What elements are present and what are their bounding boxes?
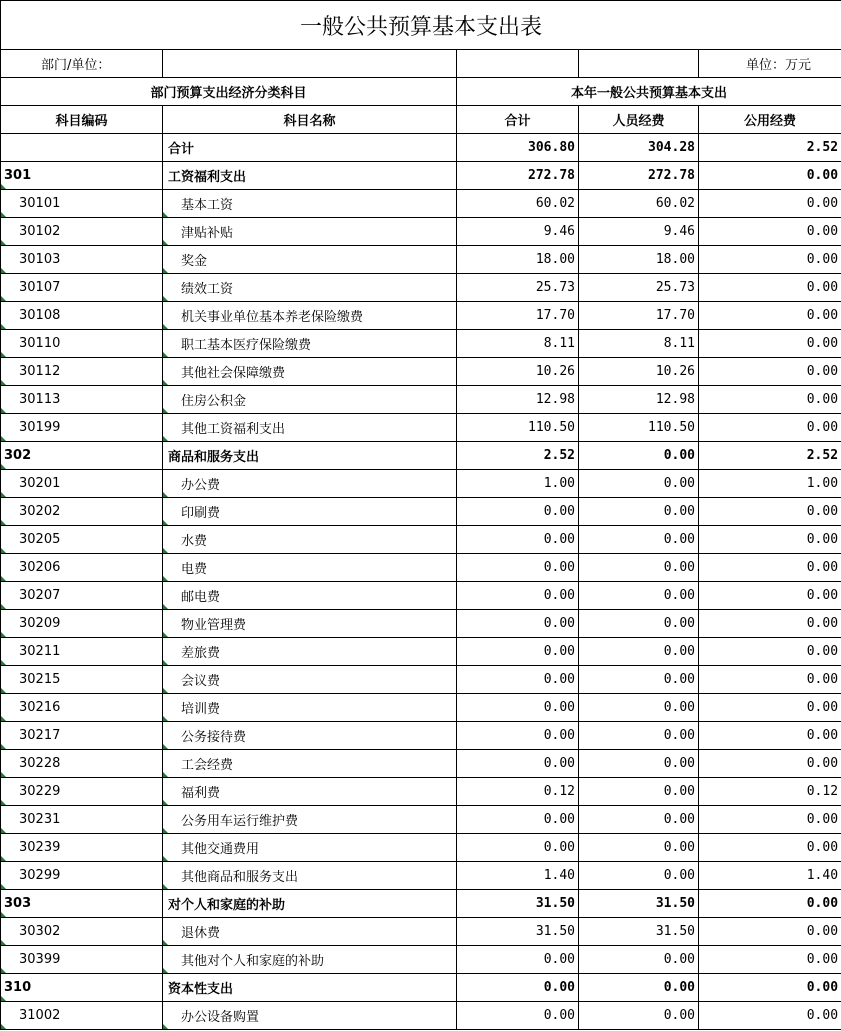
row-personnel-cell[interactable]: 0.00 [579, 526, 699, 554]
row-public-cell[interactable]: 0.00 [699, 890, 841, 918]
cell-marker-icon [163, 296, 168, 301]
cell-marker-icon [1, 968, 6, 973]
cell-marker-icon [163, 940, 168, 945]
row-personnel-cell[interactable]: 0.00 [579, 778, 699, 806]
table-row [1, 946, 841, 974]
row-name-cell[interactable]: 资本性支出 [163, 974, 457, 1002]
cell-marker-icon [163, 632, 168, 637]
row-code-cell[interactable]: 30229 [1, 778, 163, 806]
row-total-cell[interactable]: 31.50 [457, 918, 579, 946]
cell-marker-icon [163, 492, 168, 497]
cell-marker-icon [163, 800, 168, 805]
cell-marker-icon [1, 856, 6, 861]
row-public-cell[interactable]: 2.52 [699, 134, 841, 162]
row-total-cell[interactable]: 12.98 [457, 386, 579, 414]
row-total-cell[interactable]: 2.52 [457, 442, 579, 470]
row-code-cell[interactable]: 30231 [1, 806, 163, 834]
cell-marker-icon [163, 240, 168, 245]
row-name-cell[interactable]: 电费 [163, 554, 457, 582]
row-total-cell[interactable]: 306.80 [457, 134, 579, 162]
table-row [1, 890, 841, 918]
row-name-cell[interactable]: 其他社会保障缴费 [163, 358, 457, 386]
row-code-cell[interactable]: 30239 [1, 834, 163, 862]
row-total-cell[interactable]: 0.00 [457, 582, 579, 610]
row-personnel-cell[interactable]: 0.00 [579, 498, 699, 526]
row-personnel-cell[interactable]: 31.50 [579, 918, 699, 946]
header-public: 公用经费 [699, 106, 841, 134]
row-name-cell[interactable]: 工会经费 [163, 750, 457, 778]
row-public-cell[interactable]: 0.00 [699, 190, 841, 218]
cell-marker-icon [163, 548, 168, 553]
row-total-cell[interactable]: 0.00 [457, 554, 579, 582]
cell-marker-icon [1, 660, 6, 665]
row-name-cell[interactable]: 津贴补贴 [163, 218, 457, 246]
table-row [1, 302, 841, 330]
row-total-cell[interactable]: 0.00 [457, 610, 579, 638]
row-personnel-cell[interactable]: 0.00 [579, 750, 699, 778]
cell-marker-icon [1, 408, 6, 413]
cell-marker-icon [163, 436, 168, 441]
row-code-cell[interactable]: 30107 [1, 274, 163, 302]
row-name-cell[interactable]: 商品和服务支出 [163, 442, 457, 470]
cell-marker-icon [1, 212, 6, 217]
row-personnel-cell[interactable]: 0.00 [579, 722, 699, 750]
row-code-cell[interactable]: 30103 [1, 246, 163, 274]
table-row [1, 526, 841, 554]
cell-marker-icon [163, 660, 168, 665]
table-row [1, 554, 841, 582]
row-public-cell[interactable]: 0.00 [699, 554, 841, 582]
row-personnel-cell[interactable]: 304.28 [579, 134, 699, 162]
table-row [1, 246, 841, 274]
dept-label: 部门/单位： [1, 50, 163, 78]
row-personnel-cell[interactable]: 272.78 [579, 162, 699, 190]
row-public-cell[interactable]: 0.00 [699, 666, 841, 694]
row-public-cell[interactable]: 1.40 [699, 862, 841, 890]
row-name-cell[interactable]: 退休费 [163, 918, 457, 946]
row-public-cell[interactable]: 0.00 [699, 582, 841, 610]
row-public-cell[interactable]: 0.00 [699, 722, 841, 750]
row-name-cell[interactable]: 印刷费 [163, 498, 457, 526]
cell-marker-icon [1, 324, 6, 329]
table-row [1, 414, 841, 442]
row-public-cell[interactable]: 0.00 [699, 806, 841, 834]
row-name-cell[interactable]: 福利费 [163, 778, 457, 806]
row-public-cell[interactable]: 1.00 [699, 470, 841, 498]
row-total-cell[interactable]: 1.00 [457, 470, 579, 498]
cell-marker-icon [163, 884, 168, 889]
row-code-cell[interactable] [1, 134, 163, 162]
row-personnel-cell[interactable]: 17.70 [579, 302, 699, 330]
row-code-cell[interactable]: 30399 [1, 946, 163, 974]
row-total-cell[interactable]: 0.00 [457, 806, 579, 834]
row-name-cell[interactable]: 绩效工资 [163, 274, 457, 302]
table-row [1, 358, 841, 386]
cell-marker-icon [1, 576, 6, 581]
row-code-cell[interactable]: 31002 [1, 1002, 163, 1030]
row-total-cell[interactable]: 0.00 [457, 526, 579, 554]
table-row [1, 750, 841, 778]
row-total-cell[interactable]: 10.26 [457, 358, 579, 386]
row-personnel-cell[interactable]: 0.00 [579, 1002, 699, 1030]
row-code-cell[interactable]: 30202 [1, 498, 163, 526]
cell-marker-icon [163, 380, 168, 385]
row-total-cell[interactable]: 25.73 [457, 274, 579, 302]
row-personnel-cell[interactable]: 0.00 [579, 582, 699, 610]
row-name-cell[interactable]: 会议费 [163, 666, 457, 694]
row-public-cell[interactable]: 0.00 [699, 162, 841, 190]
row-total-cell[interactable]: 110.50 [457, 414, 579, 442]
header-code: 科目编码 [1, 106, 163, 134]
dept-value-cell[interactable] [163, 50, 457, 78]
row-code-cell[interactable]: 310 [1, 974, 163, 1002]
header-personnel: 人员经费 [579, 106, 699, 134]
cell-marker-icon [1, 912, 6, 917]
table-row [1, 498, 841, 526]
row-total-cell[interactable]: 1.40 [457, 862, 579, 890]
unit-label: 单位：万元 [699, 50, 841, 78]
cell-marker-icon [163, 716, 168, 721]
cell-marker-icon [1, 632, 6, 637]
row-public-cell[interactable]: 0.00 [699, 1002, 841, 1030]
cell-marker-icon [1, 828, 6, 833]
row-public-cell[interactable]: 0.00 [699, 358, 841, 386]
row-personnel-cell[interactable]: 25.73 [579, 274, 699, 302]
row-personnel-cell[interactable]: 31.50 [579, 890, 699, 918]
row-personnel-cell[interactable]: 0.00 [579, 974, 699, 1002]
row-personnel-cell[interactable]: 0.00 [579, 554, 699, 582]
cell-marker-icon [1, 716, 6, 721]
row-public-cell[interactable]: 0.00 [699, 750, 841, 778]
cell-marker-icon [163, 576, 168, 581]
header-group-left: 部门预算支出经济分类科目 [1, 78, 457, 106]
table-row [1, 918, 841, 946]
row-name-cell[interactable]: 其他交通费用 [163, 834, 457, 862]
row-public-cell[interactable]: 0.00 [699, 386, 841, 414]
row-name-cell[interactable]: 职工基本医疗保险缴费 [163, 330, 457, 358]
cell-marker-icon [163, 772, 168, 777]
row-public-cell[interactable]: 0.00 [699, 330, 841, 358]
row-personnel-cell[interactable]: 8.11 [579, 330, 699, 358]
row-total-cell[interactable]: 0.00 [457, 666, 579, 694]
row-code-cell[interactable]: 30112 [1, 358, 163, 386]
row-public-cell[interactable]: 0.00 [699, 274, 841, 302]
cell-marker-icon [1, 548, 6, 553]
row-code-cell[interactable]: 30201 [1, 470, 163, 498]
row-total-cell[interactable]: 0.00 [457, 946, 579, 974]
cell-marker-icon [1, 996, 6, 1001]
row-personnel-cell[interactable]: 10.26 [579, 358, 699, 386]
row-total-cell[interactable]: 0.00 [457, 498, 579, 526]
row-code-cell[interactable]: 30102 [1, 218, 163, 246]
cell-marker-icon [163, 828, 168, 833]
row-name-cell[interactable]: 其他工资福利支出 [163, 414, 457, 442]
cell-marker-icon [1, 380, 6, 385]
table-row [1, 722, 841, 750]
row-personnel-cell[interactable]: 0.00 [579, 834, 699, 862]
row-name-cell[interactable]: 基本工资 [163, 190, 457, 218]
row-public-cell[interactable]: 0.00 [699, 498, 841, 526]
row-name-cell[interactable]: 奖金 [163, 246, 457, 274]
row-code-cell[interactable]: 30217 [1, 722, 163, 750]
row-name-cell[interactable]: 其他商品和服务支出 [163, 862, 457, 890]
row-public-cell[interactable]: 0.00 [699, 610, 841, 638]
row-public-cell[interactable]: 0.00 [699, 302, 841, 330]
cell-marker-icon [163, 1024, 168, 1029]
row-personnel-cell[interactable]: 9.46 [579, 218, 699, 246]
cell-marker-icon [1, 240, 6, 245]
cell-marker-icon [163, 352, 168, 357]
empty-cell[interactable] [579, 50, 699, 78]
row-code-cell[interactable]: 30209 [1, 610, 163, 638]
cell-marker-icon [1, 744, 6, 749]
row-code-cell[interactable]: 30211 [1, 638, 163, 666]
table-row [1, 610, 841, 638]
header-group-right: 本年一般公共预算基本支出 [457, 78, 841, 106]
header-name: 科目名称 [163, 106, 457, 134]
cell-marker-icon [1, 772, 6, 777]
row-public-cell[interactable]: 0.00 [699, 974, 841, 1002]
table-row [1, 470, 841, 498]
row-total-cell[interactable]: 17.70 [457, 302, 579, 330]
table-row [1, 218, 841, 246]
table-row [1, 806, 841, 834]
row-code-cell[interactable]: 303 [1, 890, 163, 918]
cell-marker-icon [163, 520, 168, 525]
row-total-cell[interactable]: 0.00 [457, 974, 579, 1002]
row-code-cell[interactable]: 30207 [1, 582, 163, 610]
row-code-cell[interactable]: 30206 [1, 554, 163, 582]
row-name-cell[interactable]: 合计 [163, 134, 457, 162]
row-personnel-cell[interactable]: 0.00 [579, 610, 699, 638]
row-name-cell[interactable]: 公务接待费 [163, 722, 457, 750]
row-code-cell[interactable]: 30108 [1, 302, 163, 330]
row-name-cell[interactable]: 差旅费 [163, 638, 457, 666]
cell-marker-icon [163, 324, 168, 329]
row-code-cell[interactable]: 30199 [1, 414, 163, 442]
page-title: 一般公共预算基本支出表 [1, 1, 841, 50]
row-total-cell[interactable]: 9.46 [457, 218, 579, 246]
table-row [1, 134, 841, 162]
row-name-cell[interactable]: 住房公积金 [163, 386, 457, 414]
row-total-cell[interactable]: 0.00 [457, 694, 579, 722]
header-total: 合计 [457, 106, 579, 134]
row-name-cell[interactable]: 物业管理费 [163, 610, 457, 638]
row-total-cell[interactable]: 18.00 [457, 246, 579, 274]
row-code-cell[interactable]: 30216 [1, 694, 163, 722]
row-code-cell[interactable]: 301 [1, 162, 163, 190]
table-row [1, 330, 841, 358]
cell-marker-icon [1, 940, 6, 945]
row-public-cell[interactable]: 0.00 [699, 218, 841, 246]
cell-marker-icon [163, 408, 168, 413]
cell-marker-icon [1, 884, 6, 889]
row-public-cell[interactable]: 0.00 [699, 638, 841, 666]
table-row [1, 694, 841, 722]
row-total-cell[interactable]: 0.00 [457, 1002, 579, 1030]
row-total-cell[interactable]: 8.11 [457, 330, 579, 358]
row-personnel-cell[interactable]: 0.00 [579, 694, 699, 722]
row-personnel-cell[interactable]: 0.00 [579, 806, 699, 834]
row-total-cell[interactable]: 60.02 [457, 190, 579, 218]
cell-marker-icon [1, 296, 6, 301]
row-name-cell[interactable]: 办公设备购置 [163, 1002, 457, 1030]
row-code-cell[interactable]: 30215 [1, 666, 163, 694]
row-name-cell[interactable]: 对个人和家庭的补助 [163, 890, 457, 918]
row-total-cell[interactable]: 31.50 [457, 890, 579, 918]
row-public-cell[interactable]: 0.00 [699, 946, 841, 974]
row-public-cell[interactable]: 0.00 [699, 414, 841, 442]
row-total-cell[interactable]: 0.00 [457, 750, 579, 778]
cell-marker-icon [1, 604, 6, 609]
table-row [1, 974, 841, 1002]
cell-marker-icon [1, 1024, 6, 1029]
cell-marker-icon [1, 520, 6, 525]
cell-marker-icon [163, 968, 168, 973]
row-personnel-cell[interactable]: 0.00 [579, 666, 699, 694]
row-personnel-cell[interactable]: 18.00 [579, 246, 699, 274]
row-name-cell[interactable]: 邮电费 [163, 582, 457, 610]
row-personnel-cell[interactable]: 110.50 [579, 414, 699, 442]
row-total-cell[interactable]: 0.00 [457, 638, 579, 666]
row-name-cell[interactable]: 工资福利支出 [163, 162, 457, 190]
row-personnel-cell[interactable]: 60.02 [579, 190, 699, 218]
cell-marker-icon [1, 352, 6, 357]
table-row [1, 442, 841, 470]
cell-marker-icon [163, 856, 168, 861]
row-total-cell[interactable]: 272.78 [457, 162, 579, 190]
table-row [1, 1002, 841, 1030]
row-code-cell[interactable]: 30302 [1, 918, 163, 946]
row-public-cell[interactable]: 0.00 [699, 694, 841, 722]
row-total-cell[interactable]: 0.00 [457, 722, 579, 750]
row-personnel-cell[interactable]: 0.00 [579, 638, 699, 666]
row-code-cell[interactable]: 30205 [1, 526, 163, 554]
row-total-cell[interactable]: 0.00 [457, 834, 579, 862]
row-name-cell[interactable]: 培训费 [163, 694, 457, 722]
row-code-cell[interactable]: 30228 [1, 750, 163, 778]
cell-marker-icon [1, 464, 6, 469]
cell-marker-icon [1, 184, 6, 189]
cell-marker-icon [1, 688, 6, 693]
table-row [1, 666, 841, 694]
cell-marker-icon [1, 436, 6, 441]
row-public-cell[interactable]: 0.00 [699, 918, 841, 946]
table-row [1, 386, 841, 414]
table-row [1, 190, 841, 218]
row-name-cell[interactable]: 办公费 [163, 470, 457, 498]
row-code-cell[interactable]: 30110 [1, 330, 163, 358]
row-personnel-cell[interactable]: 0.00 [579, 862, 699, 890]
row-public-cell[interactable]: 0.12 [699, 778, 841, 806]
table-row [1, 862, 841, 890]
cell-marker-icon [1, 268, 6, 273]
row-personnel-cell[interactable]: 0.00 [579, 470, 699, 498]
row-personnel-cell[interactable]: 12.98 [579, 386, 699, 414]
table-row [1, 274, 841, 302]
row-name-cell[interactable]: 公务用车运行维护费 [163, 806, 457, 834]
row-code-cell[interactable]: 302 [1, 442, 163, 470]
row-name-cell[interactable]: 水费 [163, 526, 457, 554]
row-name-cell[interactable]: 其他对个人和家庭的补助 [163, 946, 457, 974]
table-row [1, 582, 841, 610]
row-code-cell[interactable]: 30101 [1, 190, 163, 218]
table-row [1, 778, 841, 806]
row-public-cell[interactable]: 2.52 [699, 442, 841, 470]
cell-marker-icon [163, 268, 168, 273]
cell-marker-icon [1, 800, 6, 805]
cell-marker-icon [163, 604, 168, 609]
row-personnel-cell[interactable]: 0.00 [579, 946, 699, 974]
row-total-cell[interactable]: 0.12 [457, 778, 579, 806]
row-name-cell[interactable]: 机关事业单位基本养老保险缴费 [163, 302, 457, 330]
row-public-cell[interactable]: 0.00 [699, 246, 841, 274]
table-row [1, 162, 841, 190]
row-public-cell[interactable]: 0.00 [699, 834, 841, 862]
row-personnel-cell[interactable]: 0.00 [579, 442, 699, 470]
cell-marker-icon [163, 212, 168, 217]
empty-cell[interactable] [457, 50, 579, 78]
table-row [1, 638, 841, 666]
row-public-cell[interactable]: 0.00 [699, 526, 841, 554]
table-row [1, 834, 841, 862]
row-code-cell[interactable]: 30113 [1, 386, 163, 414]
cell-marker-icon [1, 492, 6, 497]
row-code-cell[interactable]: 30299 [1, 862, 163, 890]
cell-marker-icon [163, 688, 168, 693]
cell-marker-icon [163, 744, 168, 749]
